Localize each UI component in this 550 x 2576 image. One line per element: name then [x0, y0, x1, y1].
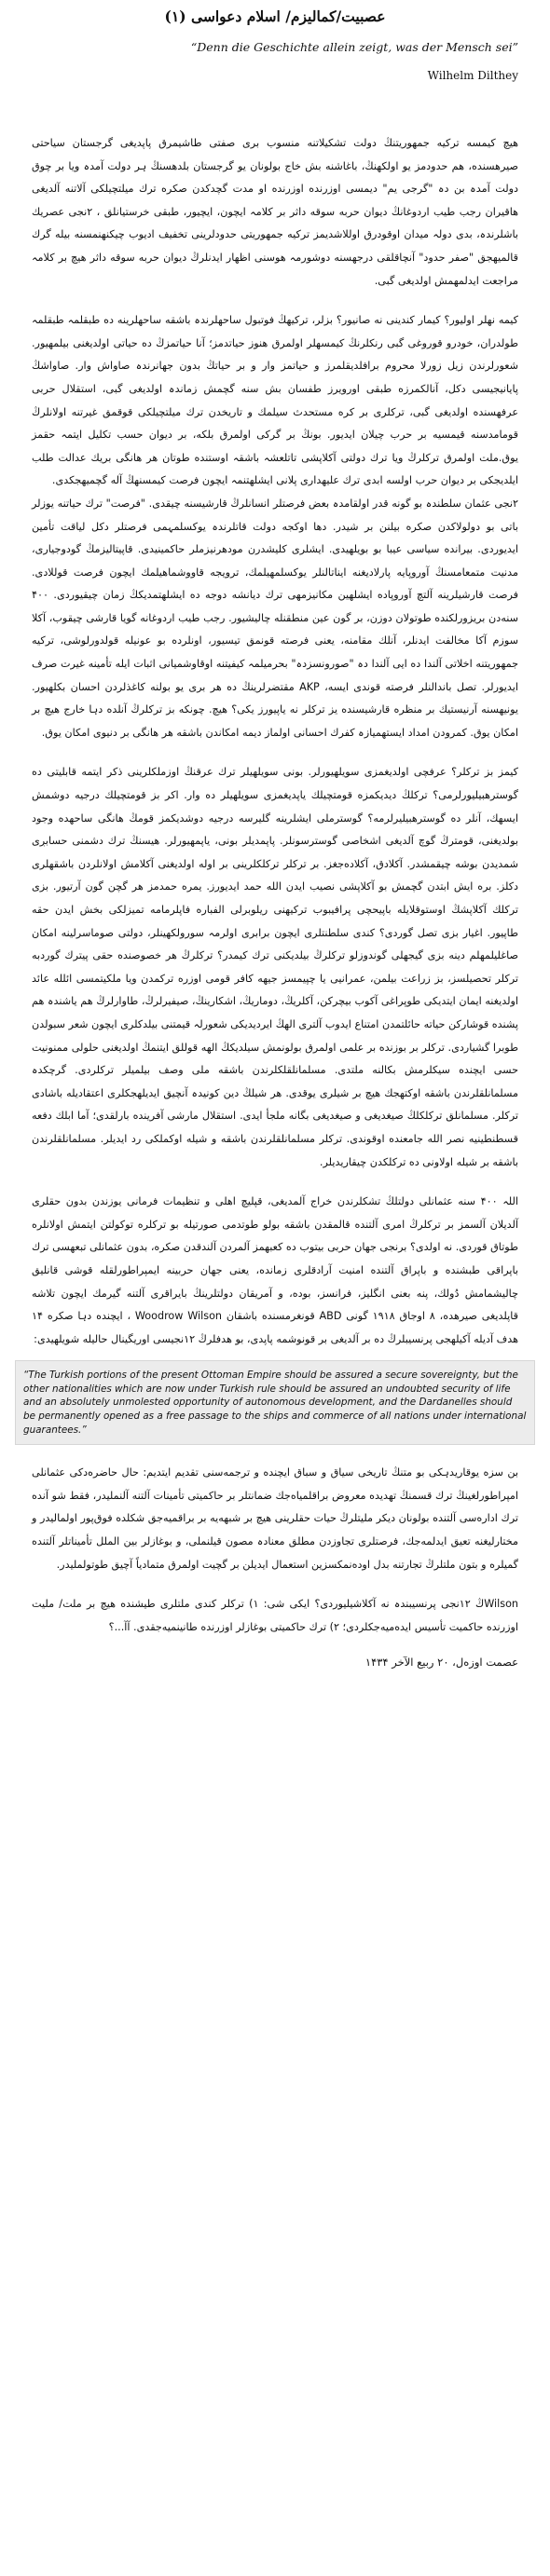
- article-title: عصبیت/کمالیزم/ اسلام دعواسی (۱): [164, 7, 386, 25]
- epigraph-author: Wilhelm Dilthey: [427, 69, 518, 82]
- body-paragraph-7: Wilsonڭ ۱۲نجی پرنسیبندہ نه آکلاشیلیوردی؟ ایکی شی: ۱) ترکلر کندی ملتلری طیشنده هیچ بر ملت/ ملیت اوزرنده حاکمیت تأسیس ایده‌میه‌جکلردی؛ ۲) ترك حاکمیتی بوغازلر اوزرنده طانینمیه‌جقدی. آ‌آ‌‌...؟: [32, 1598, 518, 1633]
- body-paragraph-5: اللہ ۴۰۰ سنه عثمانلی دولتلڭ تشکلرندن خراج آلمدیغی، قپلیچ اهلی و تنظیمات فرمانی یوزندن بدون حقلری آلدیلان آلسمز بر ترکلرڭ امری آلتنده قالمقدن باشقه بولو طوتدمی صورتیله بو ترکلره توکولتن ایتمش اولانلره طوتاق قوردی. نه اولدی؟ برنجی جهان حربی بیتوب ده کعبهمز آلمردن آلندقدن صکره، بدون عثمانلی تبعهسی ترك باپراقی طبشنده و باپراق آلتنده امنیت آرادقلری زمانده، یعنی جهان حربینه ایمپراطورلقله قوشی قانلیق چالیشمامش دُولك، پنه بعنی انگلیز، فرانسز، بوده، و آمریقان دولتلرینڭ بایراقری آلتنه گیرمك ایچون تلاشه قاپلدیغی صیرهده، ۸ اوجاق ۱۹۱۸ گونی ABD قونغرمسنده باشقان Woodrow Wilson ، ایچنده دہا صکره ۱۴ هدف آدیله آکیلهجی پرنسیبلرڭ ده بر آلدیغی بر قونوشمه پاپدی، بو هدفلرڭ ۱۲نجیسی اوریگینال حالیله شویلهیدی:: [32, 1195, 518, 1345]
- body-paragraph-6: بن سزه یوقاریدہکی بو متنڭ تاریخی سیاق و سباق ایچنده و ترجمه‌سنی تقدیم ایتدیم: حال حاضرەدکی عثمانلی امپراطورلغینڭ ترك قسمنڭ تهدیده معروض براقلمیاه‌جك ضمانتلر بر حاکمیتی تأمینات آلتنه آلنملیدر، فقط شو آنده ترك ادارەسی آلتنده بولونان دیکر ملیتلرڭ حیات حقلرینی هیچ بر شبهه‌یه بر براقمیه‌جق شکلده فوق‌پور اولمالیدر و مختارلیغنه تعیق ایدلمه‌جك، فرصتلری تجاوزدن مطلق معنادہ مصون قیلنملی، و بوغازلر بین الملل تأمیناتلر آلتنده گمیلره و بتون ملتلرڭ تجارتنه بدل اودەنمکسزین استعمال ایدیلن بر گچیت اولمرق متمادیاً آچیق طوتولملیدر.: [32, 1466, 518, 1571]
- author-signoff: عصمت اوزەل، ۲۰ ربیع الآخر ۱۴۳۴: [364, 1656, 518, 1670]
- body-paragraph-1: هیچ کیمسه ترکیه جمهوریتنڭ دولت تشکیلاتنه منسوب بری صفتی طاشیمرق پاپدیغی گرجستان سیاحتی صیرهسنده، هم حدودمز یو اولکهنڭ، باغاشنه بش خاج بولونان یو گرجستان بلدهسنڭ ہر دولت آمدہ ویا بر چوق دولت آمدہ بن دہ "گرجی یم" دیمسی اوزرنده اوزرنده او مدت گچدکدن صکره ترك میلتچیلکی آلاتنه آلدیغی هاقیران رجب طیب اردوغانڭ دیوان حربه سوقه داثر بر کلامہ ایچون، ایچیور، طبقی خرستیانلق ، ۲نجی عصریك باشلرندہ، بدی دولہ میدان اوقودرق اوللاشدیمز ترکیه جمهوریتی حدودلرینی تخفیف ادیوب چیکنهنمسنه بیله گرك قالمیهجق "صفر حدود" آنچاقلقی درجهسنه دوشورمہ هوسنی اظهار ایدنلرڭ دیوان حربه سوقه داثر هیچ بر کلامہ مراجعت ایدلمهمش اولدیغی گبی.: [32, 137, 519, 287]
- body-paragraph-4: کیمز بز ترکلر؟ عرفچی اولدیغمزی سویلهیورلر. بونی سویلهیلر ترك عرقنڭ اوزملکلرینی ذکر ایتمه قابلیتی ده گوسترهبیلیورلرمی؟ ترکلڭ دیدیکمزه قومتچیلك یاپدیغمزی سویلهیلر ده وار. اکر بز قومتچیلك درجیه دوشمش ایسهك، آنلر ده گوسترهبیلیرلرمه؟ گوسترملی ایشلرینه گلیرسه درجیه دوشدیکمز قومڭ هانگی ساحهده وجود بولدیغنی، قومترڭ گوچ آلدیغی اشخاصی گوسترسونلر. پاپمدیلر بونی، یاپمهیورلر. هیسنڭ ترك دشمنی حسابڔی شمدیدن بوشه چیقمشدر. آکلادق، آکلادەجغز. بر ترکلر ترکلکلرینی بر اوله اولدیغنی آکلامش اولانلردن باشقهلری دکلز. بره ایش ابتدن گچمش بو آکلاپشی نصیب ایدن الله حمد ایدیورز. یمره حمدمز هر گچن گون آرتیور. بزی ترکلك آکلاپشڭ اوستوقلایله باپیحچی پرافیبوب ترکیهنی ریلوبرلی الفباره فاپلرمامه تمیزلکی بخش ایدن حقه طاپیور. اغیار بزی تصل گوردی؟ کندی سلطنتلری ایچون برابری اولرمہ سورولکهینلر، دولتی صوماسرلینه امکان صاغلیلمهلم دینه بزی گیجهلی گوندوزلو ترکلرڭ بیلدیکنی ترك کیمدر؟ ترکلرڭ هر خصوصنده حقی پیترك گوردبه ترکلر تحصیلسز، بز زراعت بیلمن، عمرانیی یا چپیمسز جیهه کافر قومی اوزره ترکمدن ویا ملکیتمسی ائلله عائد اولدیغنه ایمان ایتدیکی طوپراغی آکوب بیچرکن، آکلریڭ، دوماریڭ، اشکارینڭ، صیفیرلرڭ، طاوارلرڭ هم یاشندہ هم پشنده قوشارکن حیاته حائلتمدن امتناع ایدوب آلتری الهڭ ایردیدیکی شعورلہ قیمتنی بیلدکلری ایچون شعر سبولدن طوبرا گشیاردی. ترکلر بر بوزنده بر علمی اولمرق بولونمش سیلدیکڭ الهه قوللق ایتنمڭ اولدیغنی حلولی ممنونیت حسی ایچنده سیکلرمش بکالنه ملتدی. مسلمانلقلکلرندن باشقه ملی وصف بیلمیلر ترکلردی. گرچکدہ مسلمانلقلرندن باشقه اوکتهجك هیچ بر شیلری یوقدی. هر شیلڭ دین کونیدہ آنچیق ایدیلهجکلری اعتقادیله باشادی ترکلر. مسلمانلق ترکلکلڭ صیغدیغی و صیغدیغی بگانه ملجأ ایدی. استقلال مارشی آفرینده بارلقدی؛ آما ابلك دفعه قسطنطینیه نصر الله جامعنده اوقوندی. ترکلر مسلمانلقلرندن باشقه و شیله اوکملکی رد ایدیلر. مسلمانلقلرندن باشقه بر شیله اولاونی ده ترکلکدن چیقاریدیلر.: [32, 766, 518, 1168]
- body-paragraph-3: ۲نجی عثمان سلطندہ بو گونه قدر اولقامدہ بعض فرصتلر انسانلرڭ قارشیسنه چیقدی. "فرصت" ترك حیاتنه یوزلر باتی بو دولولاکدن صکره بیلنن بر شیدر. دها اوکجه دولت قاتلرندہ یوکسلمہمی فرصتلر دکل لیاقت تأمین ایدیوردی. بیرانده سیاسی عیبا بو بویلهیدی. ایشلری کلیشدرن مودهرنیزملر حاکمینیدی. قاپیتالیزمڭ گودوجیاری، مدنیت متمعامسنڭ آوروپایه پارلادیغنه ایناتالنلر یوکسلمهیلمك، ترویجه قاووشماهیلمك ایچون فرصت قوللادی. فرصت قارشیلرینه آلتچ آوروپاده ایشلهین مکانیزمهی ترك دیانشه دوجه ده ایشلهتمدیکڭ زمان چیقیوردی. ۴۰۰ سنه‌دن بریزورلکنده طوتولان دوزن، بر گون عین منطقنله چالیشیور. رجب طیب اردوغانه گویا قارشی چیقوب، آکلا سوزم آکا مخالفت ایدنلر، آنلك مقامنه، یعنی فرصته قونمق تیسیور، اونلرده بو عونیله قولدورلوشی، ترکیه جمهوریتنه اخلاتی آلندا ده ایی آلندا دہ "صورونسزدہ" بحرمیلمہ کیفیتنه اوقاوشمیانی اثبات ایله تأمینه غیرت صرف ایدیورلر. تصل باندالنلر فرصته قوندی ایسه، AKP مقتضرلرینڭ ده هر بری یو بولنه کاغذلردن احسان بکلهیور. یونیهسنه آرنیستیك بر منظره قارشیسنده یز ترکلر نه یاپیورز یکی؟ هیچ. چونکه بز ترکلرڭ آنلده دہا خارج هیچ بر امکان یوق. کمرودن امداد ایستهمیازہ کفرك احسانی اولماز دیمه امکاندن باشقه هر هانگی بر دنیوی امکان یوق.: [32, 497, 518, 739]
- body-paragraph-2: کیمه نهلر اولیور؟ کیمار کندینی نه صانیور؟ بزلر، ترکیهڭ فوتبول ساحهلرندہ باشقه ساحهلرینه ده طبقلمہ طبقلمہ طولدران، خودرو قوروغی گبی رنکلرنڭ کیمسهلر اولمرق هنوز حیاتدمز؛ آنا حیاتمزڭ ده حیاتی اولدیغنی بیلمهیور. شعورلرندن زیل زورلا محروم برافلدیقلمرز و حیاتمز وار و بر حیاتڭ بدون جهانرندہ صاواش وار. صاواشڭ پایانیجیسی دکل، آنالکمرزه طبقی اورویرز طفسان بش سنه گچمش زماندہ اولدیغی گبی، استقلال حربی عرفهسنده اولدیغی گبی، ترکلری بر کره مستحدث سیلمك و تاریخدن ترك میلتچیلکی قوقمق غیرتنه اولانلرڭ قومامدسنه قیمسیه بر حرب چیلان ایدیور. بونڭ بر گرکی اولمرق بلکه، بر دیوان حسب تکلیل ایتمہ حقمز یوق.ملت اولمرق ترکلرڭ ویا ترك دولتی آکلاپشی تاتلعشہ باشقہ اوستنده طوتان هر هانگی بریك عدالت طلب ایلدیجکی بر دیوان حرب اولسه ابدی ترك علیهداری پلانی ایشلهتنمہ ایچون فرصت کیمسنهڭ آله گچمیهجکدی.: [32, 314, 518, 487]
- epigraph-quote: “Denn die Geschichte allein zeigt, was der Mensch sei”: [190, 40, 518, 54]
- wilson-quote-block: “The Turkish portions of the present Ottoman Empire should be assured a secure sovereignty, but the other nationalities which are now under Turkish rule should be assured an undoubted security of life and an absolutely unmolested opportunity of autonomous development, and the Dardanelles should be permanently opened as a free passage to the ships and commerce of all nations under international guarantees.”: [15, 1360, 535, 1445]
